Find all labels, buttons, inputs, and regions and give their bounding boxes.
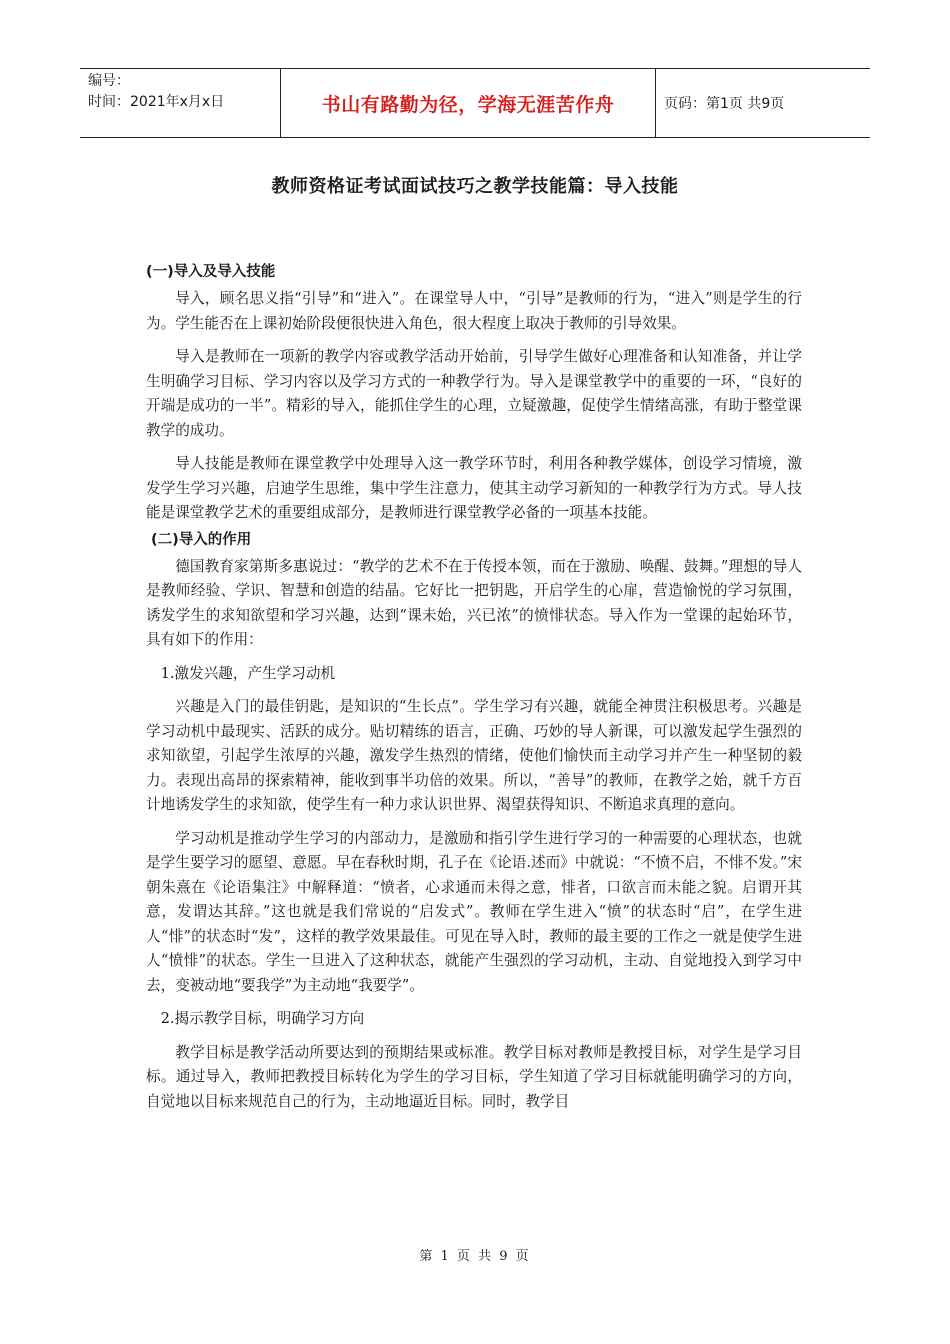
header-page-info: 页码：第1页 共9页 xyxy=(664,96,785,112)
document-time-label: 时间：2021年x月x日 xyxy=(88,94,225,110)
header-meta-cell xyxy=(80,69,281,137)
subsection-heading-1: 1.激发兴趣，产生学习动机 xyxy=(160,664,336,682)
subsection-heading-2: 2.揭示教学目标，明确学习方向 xyxy=(160,1010,365,1027)
paragraph: 导人技能是教师在课堂教学中处理导入这一教学环节时，利用各种教学媒体，创设学习情境，激发学生学习兴趣，启迪学生思维，集中学生注意力，使其主动学习新知的一种教学行为方式。导人技能是课堂教学艺术的重要组成部分，是教师进行课堂教学必备的一项基本技能。 xyxy=(146,455,802,521)
document-number-label: 编号： xyxy=(88,73,130,89)
paragraph: 导入，顾名思义指“引导”和“进入”。在课堂导人中，“引导”是教师的行为，“进入”则是学生的行为。学生能否在上课初始阶段便很快进入角色，很大程度上取决于教师的引导效果。 xyxy=(146,290,802,332)
page-footer: 第 1 页 共 9 页 xyxy=(419,1249,531,1264)
header-table xyxy=(80,68,870,138)
paragraph: 教学目标是教学活动所要达到的预期结果或标准。教学目标对教师是教授目标，对学生是学习目标。通过导入，教师把教授目标转化为学生的学习目标，学生知道了学习目标就能明确学习的方向，自觉地以目标来规范自己的行为，主动地逼近目标。同时，教学目 xyxy=(146,1043,802,1110)
header-motto: 书山有路勤为径，学海无涯苦作舟 xyxy=(321,93,615,116)
paragraph: 兴趣是入门的最佳钥匙，是知识的“生长点”。学生学习有兴趣，就能全神贯注积极思考。兴趣是学习动机中最现实、活跃的成分。贴切精练的语言，正确、巧妙的导人新课，可以激发起学生强烈的求知欲望，引起学生浓厚的兴趣，激发学生热烈的情绪，使他们愉快而主动学习并产生一种坚韧的毅力。表现出高昂的探索精神，能收到事半功倍的效果。所以，“善导”的教师，在教学之始，就千方百计地诱发学生的求知欲，使学生有一种力求认识世界、渴望获得知识、不断追求真理的意向。 xyxy=(146,698,802,813)
section-heading-1: (一)导入及导入技能 xyxy=(146,264,276,280)
header-motto-cell xyxy=(281,69,656,137)
section-heading-2: (二)导入的作用 xyxy=(146,531,252,548)
document-title: 教师资格证考试面试技巧之教学技能篇：导入技能 xyxy=(271,176,679,197)
paragraph: 学习动机是推动学生学习的内部动力，是激励和指引学生进行学习的一种需要的心理状态，也就是学生要学习的愿望、意愿。早在春秋时期，孔子在《论语.述而》中就说：“不愤不启，不悱不发。”宋朝朱熹在《论语集注》中解释道：“愤者，心求通而未得之意，悱者，口欲言而未能之貌。启谓开其意，发谓达其辞。”这也就是我们常说的“启发式”。教师在学生进入“愤”的状态时“启”，在学生进人“悱”的状态时“发”，这样的教学效果最佳。可见在导入时，教师的最主要的工作之一就是使学生进人“愤悱”的状态。学生一旦进入了这种状态，就能产生强烈的学习动机，主动、自觉地投入到学习中去，变被动地“要我学”为主动地“我要学”。 xyxy=(146,829,802,994)
paragraph: 德国教育家第斯多惠说过：“教学的艺术不在于传授本领，而在于激励、唤醒、鼓舞。”理想的导人是教师经验、学识、智慧和创造的结晶。它好比一把钥匙，开启学生的心扉，营造愉悦的学习氛围，诱发学生的求知欲望和学习兴趣，达到“课未始，兴已浓”的愤悱状态。导入作为一堂课的起始环节，具有如下的作用： xyxy=(146,557,802,648)
paragraph: 导入是教师在一项新的教学内容或教学活动开始前，引导学生做好心理准备和认知准备，并让学生明确学习目标、学习内容以及学习方式的一种教学行为。导入是课堂教学中的重要的一环，“良好的开端是成功的一半”。精彩的导入，能抓住学生的心理，立疑激趣，促使学生情绪高涨，有助于整堂课教学的成功。 xyxy=(146,348,802,439)
header-page-cell xyxy=(656,69,870,137)
document-body xyxy=(146,260,802,1123)
